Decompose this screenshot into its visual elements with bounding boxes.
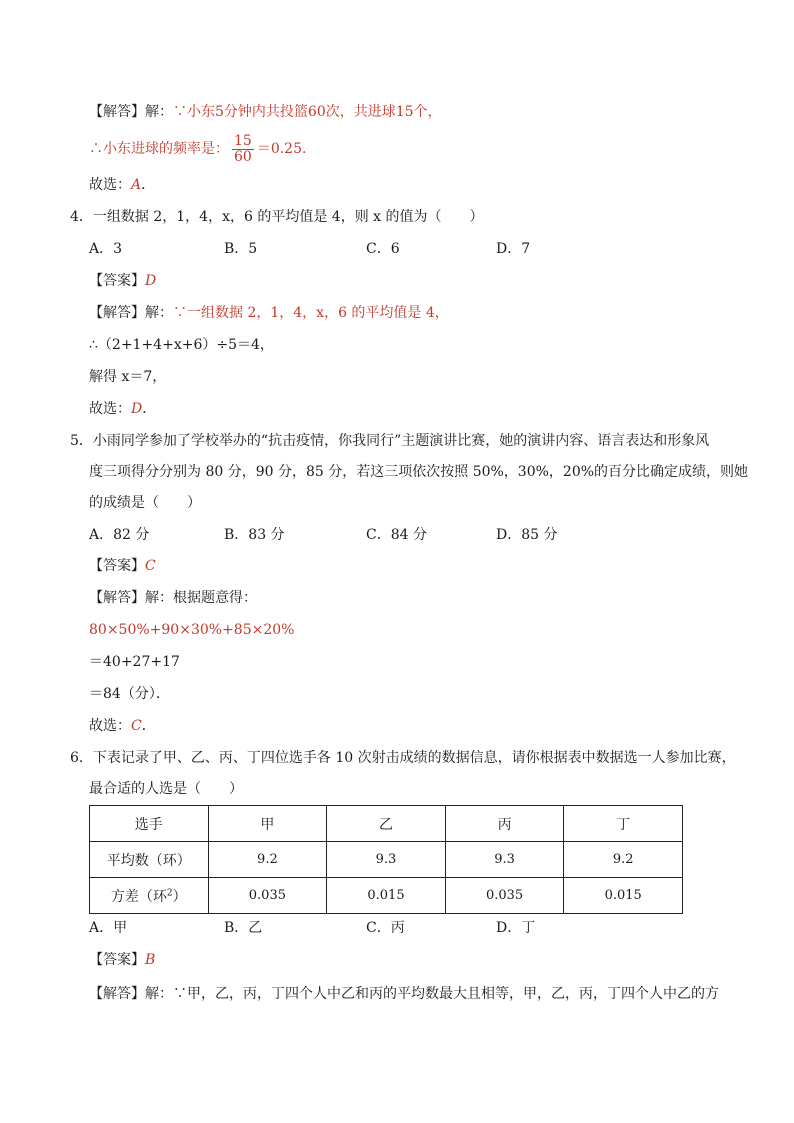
q4-answer (89, 272, 156, 290)
q5-answer (89, 557, 156, 575)
table-header-cell: 甲 (208, 806, 327, 842)
answer-value: B (145, 952, 156, 968)
fraction-numerator: 15 (234, 132, 252, 149)
table-row (90, 878, 683, 914)
table-cell: 0.035 (208, 878, 327, 914)
choice-label: 故选： (89, 401, 131, 417)
q4-option-c: C．6 (366, 241, 400, 257)
q5-solution-line-3: ＝40+27+17 (89, 654, 180, 670)
table-header-cell: 选手 (90, 806, 209, 842)
q5-solution-line-1 (89, 589, 257, 607)
q5-solution-line-2: 80×50%+90×30%+85×20% (89, 622, 295, 638)
paren-close: ） (172, 888, 187, 905)
q5-option-b: B．83 分 (224, 527, 285, 543)
q4-option-b: B．5 (224, 241, 258, 257)
answer-value: C (145, 558, 156, 574)
solution-text: ∵一组数据 2，1，4，x，6 的平均值是 4， (173, 305, 449, 321)
answer-label: 【答案】 (89, 558, 145, 574)
q4-solution-line-2: ∴（2+1+4+x+6）÷5＝4， (89, 337, 274, 353)
q4-solution-line-3: 解得 x＝7， (89, 369, 167, 385)
q5-option-a: A．82 分 (89, 527, 150, 543)
table-cell: 平均数（环） (90, 842, 209, 878)
solution-text: ∵小东5分钟内共投篮60次，共进球15个， (173, 104, 442, 120)
superscript: 2 (166, 887, 173, 898)
prev-choice-line (89, 176, 155, 194)
fraction (232, 134, 254, 165)
table-row (90, 842, 683, 878)
table-header-cell: 丁 (564, 806, 683, 842)
q6-option-d: D．丁 (496, 920, 536, 936)
prev-solution-line-1 (89, 103, 442, 121)
q4-option-d: D．7 (496, 241, 531, 257)
fraction-denominator: 60 (234, 148, 252, 165)
q4-choice-line (89, 400, 156, 418)
period: ． (141, 718, 156, 734)
q5-stem-line-1: 5．小雨同学参加了学校举办的“抗击疫情，你我同行”主题演讲比赛，她的演讲内容、语言表达和形象风 (70, 433, 710, 449)
choice-label: 故选： (89, 718, 131, 734)
q6-stem-line-2: 最合适的人选是（ ） (89, 781, 243, 797)
solution-label: 【解答】解： (89, 590, 173, 606)
answer-label: 【答案】 (89, 273, 145, 289)
q4-solution-line-1 (89, 304, 449, 322)
q5-option-c: C．84 分 (366, 527, 427, 543)
solution-text: ∴小东进球的频率是： (89, 141, 229, 157)
choice-letter: A (131, 177, 142, 193)
q5-option-d: D．85 分 (496, 527, 558, 543)
shooting-data-table (89, 805, 683, 914)
table-cell: 9.2 (208, 842, 327, 878)
q6-option-b: B．乙 (224, 920, 263, 936)
table-cell: 0.015 (564, 878, 683, 914)
choice-letter: C (131, 718, 142, 734)
q5-stem-line-3: 的成绩是（ ） (89, 495, 201, 511)
answer-value: D (145, 273, 157, 289)
table-header-cell: 乙 (327, 806, 446, 842)
solution-label: 【解答】解： (89, 986, 173, 1002)
solution-label: 【解答】解： (89, 104, 173, 120)
period: ． (142, 401, 157, 417)
q5-choice-line (89, 717, 156, 735)
solution-label: 【解答】解： (89, 305, 173, 321)
table-cell: 9.3 (327, 842, 446, 878)
solution-text: ∵甲，乙，丙，丁四个人中乙和丙的平均数最大且相等，甲，乙，丙，丁四个人中乙的方 (173, 986, 719, 1002)
table-header-row (90, 806, 683, 842)
q6-option-a: A．甲 (89, 920, 128, 936)
q6-stem-line-1: 6．下表记录了甲、乙、丙、丁四位选手各 10 次射击成绩的数据信息，请你根据表中数据选一人参加比赛， (70, 750, 736, 766)
choice-label: 故选： (89, 177, 131, 193)
solution-text: 根据题意得： (173, 590, 257, 606)
variance-label: 方差（环 (110, 888, 167, 905)
q6-answer (89, 951, 155, 969)
answer-label: 【答案】 (89, 952, 145, 968)
table-cell: 9.3 (445, 842, 564, 878)
q5-stem-line-2: 度三项得分分别为 80 分，90 分，85 分，若这三项依次按照 50%，30%，20%的百分比确定成绩，则她 (89, 464, 749, 480)
q4-stem: 4．一组数据 2，1，4，x，6 的平均值是 4，则 x 的值为（ ） (70, 209, 484, 225)
q6-solution-line-1 (89, 985, 719, 1003)
q6-option-c: C．丙 (366, 920, 405, 936)
table-cell: 0.015 (327, 878, 446, 914)
prev-solution-line-2 (89, 132, 316, 166)
table-cell: 9.2 (564, 842, 683, 878)
choice-letter: D (131, 401, 143, 417)
table-cell: 0.035 (445, 878, 564, 914)
solution-text: ＝0.25． (256, 141, 316, 157)
table-cell (90, 878, 209, 914)
period: ． (141, 177, 156, 193)
q4-option-a: A．3 (89, 241, 123, 257)
q5-solution-line-4: ＝84（分）． (89, 686, 170, 702)
table-header-cell: 丙 (445, 806, 564, 842)
